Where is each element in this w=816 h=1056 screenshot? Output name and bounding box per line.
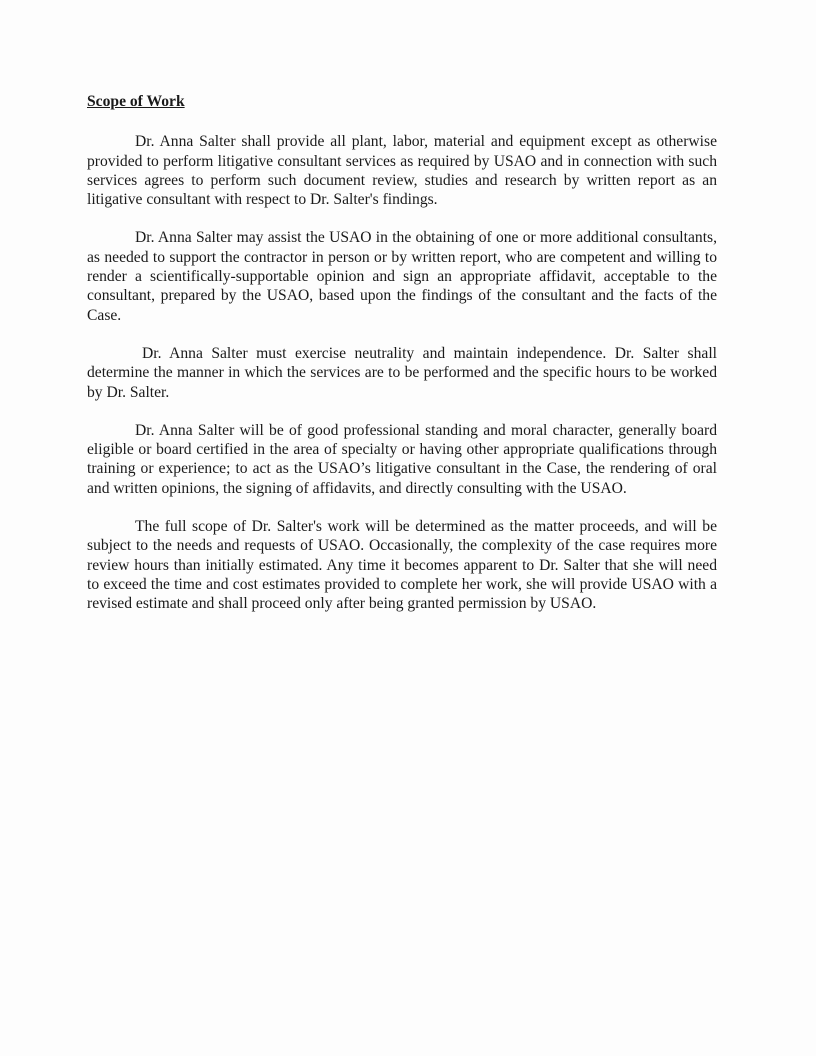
- paragraph-full-scope: The full scope of Dr. Salter's work will be determined as the matter proceeds, and will be subject to the needs and requests of USAO. Occasionally, the complexity of the case requires more review hours than initially estimated. Any time it becomes apparent to Dr. Salter that she will need to exceed the time and cost estimates provided to complete her work, she will provide USAO with a revised estimate and shall proceed only after being granted permission by USAO.: [87, 518, 717, 613]
- paragraph-additional-consultants: Dr. Anna Salter may assist the USAO in the obtaining of one or more additional consultants, as needed to support the contractor in person or by written report, who are competent and willing to render a scientifically-supportable opinion and sign an appropriate affidavit, acceptable to the consultant, prepared by the USAO, based upon the findings of the consultant and the facts of the Case.: [87, 229, 717, 324]
- document-body: [87, 92, 717, 633]
- paragraph-neutrality: Dr. Anna Salter must exercise neutrality and maintain independence. Dr. Salter shall determine the manner in which the services are to be performed and the specific hours to be worked by Dr. Salter.: [87, 344, 717, 401]
- paragraph-services: Dr. Anna Salter shall provide all plant, labor, material and equipment except as otherwise provided to perform litigative consultant services as required by USAO and in connection with such services agrees to perform such document review, studies and research by written report as an litigative consultant with respect to Dr. Salter's findings.: [87, 133, 717, 209]
- paragraph-qualifications: Dr. Anna Salter will be of good professional standing and moral character, generally board eligible or board certified in the area of specialty or having other appropriate qualifications through training or experience; to act as the USAO’s litigative consultant in the Case, the rendering of oral and written opinions, the signing of affidavits, and directly consulting with the USAO.: [87, 421, 717, 497]
- section-heading: Scope of Work: [87, 93, 185, 110]
